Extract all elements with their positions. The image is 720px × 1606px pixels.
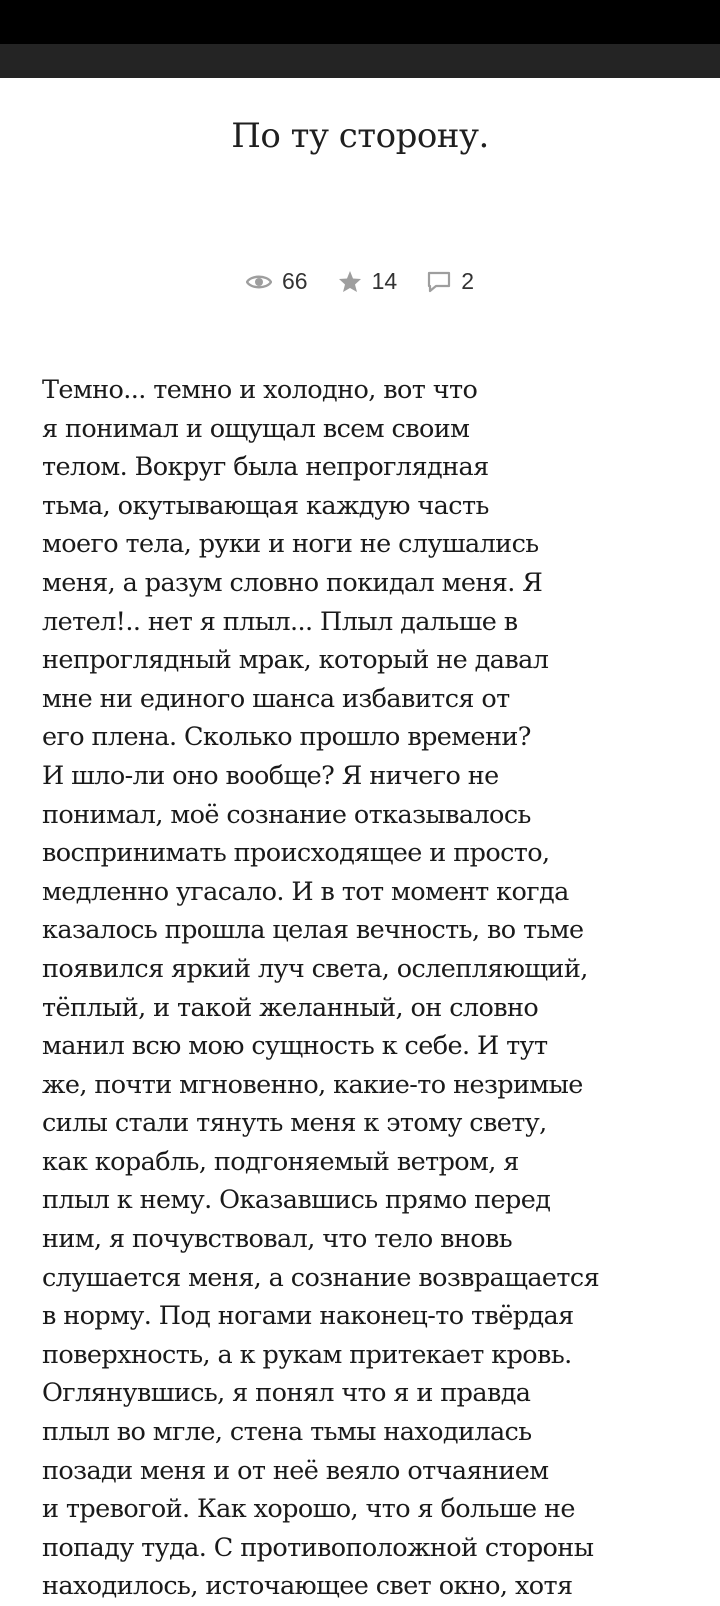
text-line: моего тела, руки и ноги не слушались bbox=[42, 529, 539, 560]
text-line: поверхность, а к рукам притекает кровь. bbox=[42, 1339, 572, 1370]
stars-count: 14 bbox=[371, 268, 398, 294]
text-line: его плена. Сколько прошло времени? bbox=[42, 722, 531, 753]
comments-stat bbox=[427, 268, 474, 295]
text-line: Темно... темно и холодно, вот что bbox=[42, 375, 478, 405]
text-line: мне ни единого шанса избавится от bbox=[42, 683, 510, 714]
text-line: тёплый, и такой желанный, он словно bbox=[42, 992, 539, 1023]
text-line: силы стали тянуть меня к этому свету, bbox=[42, 1108, 547, 1139]
text-line: летел!.. нет я плыл... Плыл дальше в bbox=[42, 606, 518, 637]
views-count: 66 bbox=[282, 268, 308, 294]
text-line: слушается меня, а сознание возвращается bbox=[42, 1262, 600, 1293]
text-line: я понимал и ощущал всем своим bbox=[42, 413, 470, 444]
text-line: телом. Вокруг была непроглядная bbox=[42, 452, 489, 483]
story-text bbox=[42, 371, 682, 1606]
story-stats bbox=[0, 268, 720, 295]
comments-count: 2 bbox=[461, 268, 474, 294]
story-title: По ту сторону. bbox=[231, 116, 489, 156]
text-line: воспринимать происходящее и просто, bbox=[42, 838, 550, 869]
text-line: позади меня и от неё веяло отчаянием bbox=[42, 1455, 549, 1486]
text-line: и тревогой. Как хорошо, что я больше не bbox=[42, 1494, 575, 1525]
text-line: меня, а разум словно покидал меня. Я bbox=[42, 567, 543, 598]
eye-icon bbox=[246, 273, 272, 291]
text-line: попаду туда. С противоположной стороны bbox=[42, 1532, 594, 1563]
text-line: непроглядный мрак, который не давал bbox=[42, 645, 549, 676]
text-line: плыл во мгле, стена тьмы находилась bbox=[42, 1417, 532, 1448]
text-line: И шло-ли оно вообще? Я ничего не bbox=[42, 760, 499, 791]
comment-icon bbox=[427, 271, 451, 293]
status-bar bbox=[0, 0, 720, 44]
text-line: в норму. Под ногами наконец-то твёрдая bbox=[42, 1301, 574, 1332]
views-stat bbox=[246, 268, 308, 295]
text-line: понимал, моё сознание отказывалось bbox=[42, 799, 531, 830]
reader-toolbar bbox=[0, 44, 720, 78]
text-line: как корабль, подгоняемый ветром, я bbox=[42, 1146, 519, 1177]
text-line: казалось прошла целая вечность, во тьме bbox=[42, 915, 584, 946]
text-line: плыл к нему. Оказавшись прямо перед bbox=[42, 1185, 551, 1216]
stars-stat bbox=[338, 268, 398, 295]
text-line: тьма, окутывающая каждую часть bbox=[42, 490, 489, 521]
star-icon bbox=[338, 270, 362, 293]
text-line: манил всю мою сущность к себе. И тут bbox=[42, 1031, 548, 1062]
text-line: медленно угасало. И в тот момент когда bbox=[42, 876, 569, 907]
text-line: Оглянувшись, я понял что я и правда bbox=[42, 1378, 531, 1409]
text-line: появился яркий луч света, ослепляющий, bbox=[42, 953, 588, 984]
text-line: же, почти мгновенно, какие-то незримые bbox=[42, 1069, 583, 1100]
text-line: ним, я почувствовал, что тело вновь bbox=[42, 1224, 513, 1255]
text-line: находилось, источающее свет окно, хотя bbox=[42, 1571, 573, 1602]
